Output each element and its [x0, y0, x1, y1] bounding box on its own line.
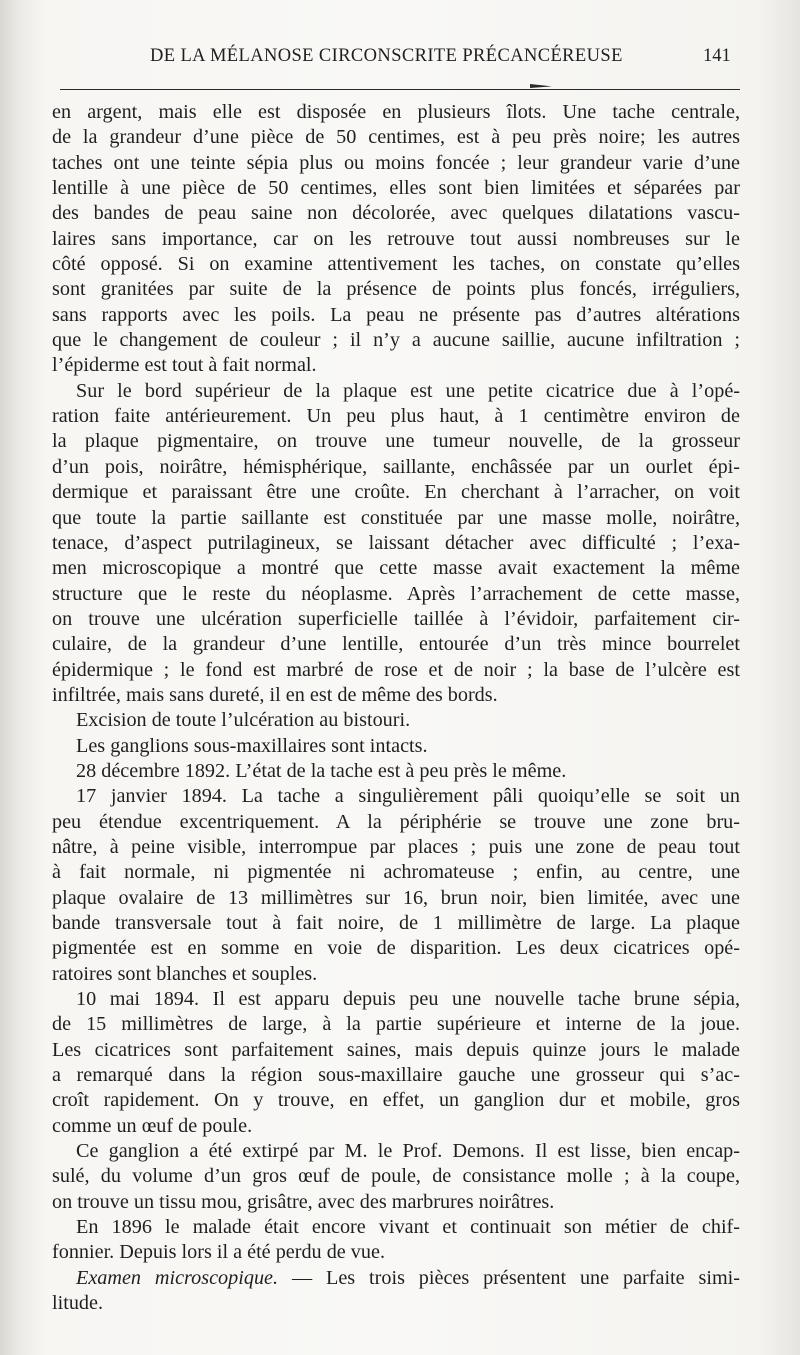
running-title: DE LA MÉLANOSE CIRCONSCRITE PRÉCANCÉREUSE: [150, 46, 623, 66]
text-line: d’un pois, noirâtre, hémisphérique, saillante, enchâssée par un ourlet épi-: [52, 455, 740, 478]
text-run: — Les trois pièces présentent une parfaite simi-: [278, 1266, 740, 1289]
text-line: croît rapidement. On y trouve, en effet, un ganglion dur et mobile, gros: [52, 1089, 740, 1112]
text-line: l’épiderme est tout à fait normal.: [52, 354, 317, 377]
body-text: [52, 100, 740, 1317]
text-line: fonnier. Depuis lors il a été perdu de vue.: [52, 1241, 385, 1264]
text-line: lentille à une pièce de 50 centimes, elles sont bien limitées et séparées par: [52, 177, 740, 200]
text-line-microscopy: [52, 1266, 740, 1291]
text-line: a remarqué dans la région sous-maxillaire gauche une grosseur qui s’ac-: [52, 1064, 740, 1087]
running-head: [0, 46, 800, 74]
text-line: de la grandeur d’une pièce de 50 centimes, est à peu près noire; les autres: [52, 126, 740, 149]
text-line: culaire, de la grandeur d’une lentille, entourée d’un très mince bourrelet: [52, 633, 740, 656]
text-line: que toute la partie saillante est constituée par une masse molle, noirâtre,: [52, 506, 740, 529]
header-rule: [60, 89, 740, 90]
text-line: 28 décembre 1892. L’état de la tache est à peu près le même.: [76, 759, 567, 782]
text-line: comme un œuf de poule.: [52, 1114, 253, 1137]
text-line: laires sans importance, car on les retrouve tout aussi nombreuses sur le: [52, 227, 740, 250]
text-line: sans rapports avec les poils. La peau ne présente pas d’autres altérations: [52, 303, 740, 326]
text-line: dermique et paraissant être une croûte. En cherchant à l’arracher, on voit: [52, 481, 740, 504]
text-line: infiltrée, mais sans dureté, il en est de même des bords.: [52, 683, 498, 706]
italic-heading: Examen microscopique.: [76, 1266, 279, 1289]
text-line: ration faite antérieurement. Un peu plus haut, à 1 centimètre environ de: [52, 405, 740, 428]
text-line: Excision de toute l’ulcération au bistouri.: [76, 709, 411, 732]
text-line: tenace, d’aspect putrilagineux, se laissant détacher avec difficulté ; l’exa-: [52, 531, 740, 554]
text-line: peu étendue excentriquement. A la périphérie se trouve une zone bru-: [52, 810, 740, 833]
text-line: taches ont une teinte sépia plus ou moins foncée ; leur grandeur varie d’une: [52, 151, 740, 174]
text-line: plaque ovalaire de 13 millimètres sur 16, brun noir, bien limitée, avec une: [52, 886, 740, 909]
text-line: ratoires sont blanches et souples.: [52, 962, 318, 985]
text-line: on trouve un tissu mou, grisâtre, avec des marbrures noirâtres.: [52, 1190, 555, 1213]
page-number: 141: [703, 46, 731, 66]
text-line: la plaque pigmentaire, on trouve une tumeur nouvelle, de la grosseur: [52, 430, 740, 453]
text-line: men microscopique a montré que cette masse avait exactement la même: [52, 557, 740, 580]
text-line: à fait normale, ni pigmentée ni achromateuse ; enfin, au centre, une: [52, 861, 740, 884]
text-line: Sur le bord supérieur de la plaque est une petite cicatrice due à l’opé-: [76, 379, 740, 402]
text-line: litude.: [52, 1292, 104, 1315]
text-line: 17 janvier 1894. La tache a singulièrement pâli quoiqu’elle se soit un: [76, 785, 740, 808]
text-line: on trouve une ulcération superficielle taillée à l’évidoir, parfaitement cir-: [52, 607, 740, 630]
text-line: 10 mai 1894. Il est apparu depuis peu une nouvelle tache brune sépia,: [76, 988, 740, 1011]
text-line: des bandes de peau saine non décolorée, avec quelques dilatations vascu-: [52, 202, 740, 225]
text-line: que le changement de couleur ; il n’y a aucune saillie, aucune infiltration ;: [52, 329, 740, 352]
text-line: structure que le reste du néoplasme. Après l’arrachement de cette masse,: [52, 582, 740, 605]
text-line: en argent, mais elle est disposée en plusieurs îlots. Une tache centrale,: [52, 101, 740, 123]
text-line: Ce ganglion a été extirpé par M. le Prof. Demons. Il est lisse, bien encap-: [76, 1140, 740, 1163]
text-line: En 1896 le malade était encore vivant et continuait son métier de chif-: [76, 1216, 740, 1239]
text-line: côté opposé. Si on examine attentivement les taches, on constate qu’elles: [52, 253, 740, 276]
text-line: de 15 millimètres de large, à la partie supérieure et interne de la joue.: [52, 1013, 740, 1036]
text-line: épidermique ; le fond est marbré de rose et de noir ; la base de l’ulcère est: [52, 658, 740, 681]
text-line: nâtre, à peine visible, interrompue par places ; puis une zone de peau tout: [52, 835, 740, 858]
text-line: bande transversale tout à fait noire, de 1 millimètre de large. La plaque: [52, 912, 740, 934]
text-line: Les ganglions sous-maxillaires sont intacts.: [76, 734, 428, 757]
text-line: pigmentée est en somme en voie de disparition. Les deux cicatrices opé-: [52, 937, 740, 960]
text-line: sulé, du volume d’un gros œuf de poule, de consistance molle ; à la coupe,: [52, 1165, 740, 1188]
header-rule-ornament: [530, 84, 552, 88]
text-line: Les cicatrices sont parfaitement saines, mais depuis quinze jours le malade: [52, 1038, 740, 1061]
text-line: sont granitées par suite de la présence de points plus foncés, irréguliers,: [52, 278, 740, 301]
